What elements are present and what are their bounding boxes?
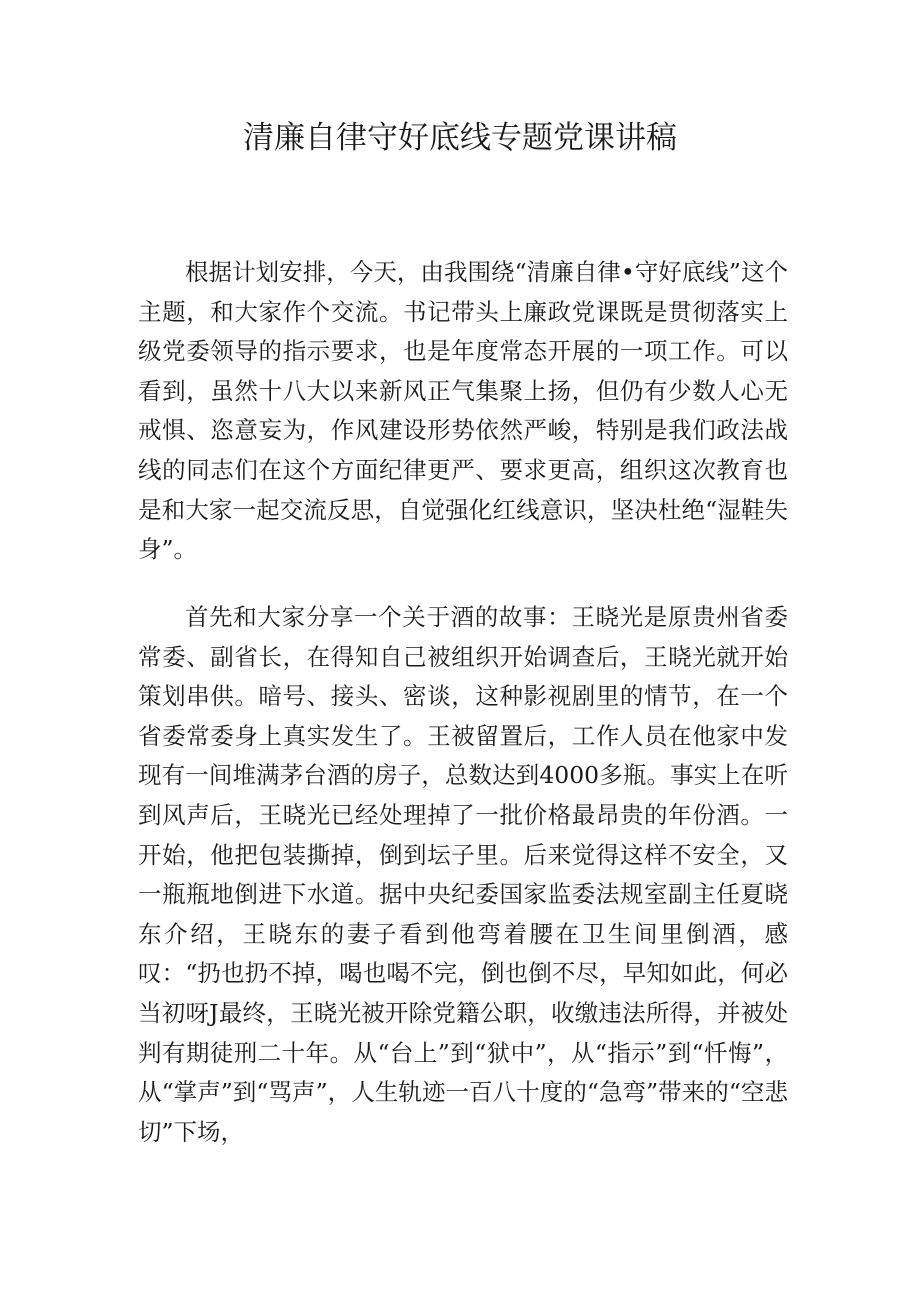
paragraph-intro: 根据计划安排，今天，由我围绕“清廉自律•守好底线”这个主题，和大家作个交流。书记带头上廉政党课既是贯彻落实上级党委领导的指示要求，也是年度常态开展的一项工作。可以看到，虽然十八大以来新风正气集聚上扬，但仍有少数人心无戒惧、恣意妄为，作风建设形势依然严峻，特别是我们政法战线的同志们在这个方面纪律更严、要求更高，组织这次教育也是和大家一起交流反思，自觉强化红线意识，坚决杜绝“湿鞋失身”。 — [138, 258, 788, 564]
paragraph-story: 首先和大家分享一个关于酒的故事：王晓光是原贵州省委常委、副省长，在得知自己被组织开始调查后，王晓光就开始策划串供。暗号、接头、密谈，这种影视剧里的情节，在一个省委常委身上真实发生了。王被留置后，工作人员在他家中发现有一间堆满茅台酒的房子，总数达到4000多瓶。事实上在听到风声后，王晓光已经处理掉了一批价格最昂贵的年份酒。一开始，他把包装撕掉，倒到坛子里。后来觉得这样不安全，又一瓶瓶地倒进下水道。据中央纪委国家监委法规室副主任夏晓东介绍，王晓东的妻子看到他弯着腰在卫生间里倒酒，感叹：“扔也扔不掉，喝也喝不完，倒也倒不尽，早知如此，何必当初呀J最终，王晓光被开除党籍公职，收缴违法所得，并被处判有期徒刑二十年。从“台上”到“狱中”，从“指示”到“忏悔”，从“掌声”到“骂声”，人生轨迹一百八十度的“急弯”带来的“空悲切”下场， — [138, 603, 788, 1146]
document-title: 清廉自律守好底线专题党课讲稿 — [243, 120, 677, 156]
